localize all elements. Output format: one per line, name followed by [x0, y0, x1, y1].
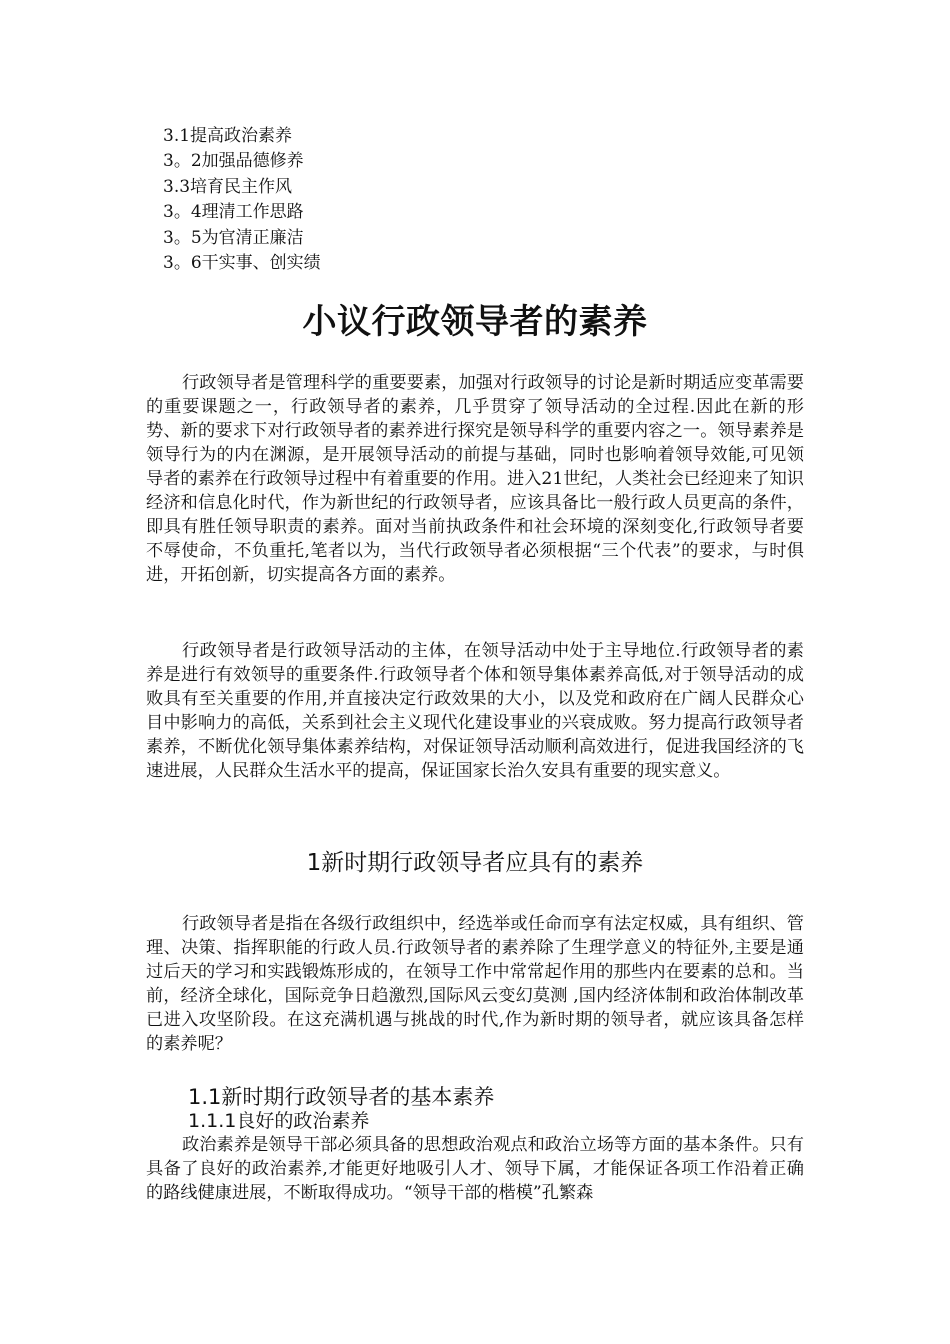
outline-item: 3.3培育民主作风 — [163, 176, 293, 197]
outline-item: 3。6干实事、创实绩 — [163, 253, 321, 274]
outline-list — [163, 124, 563, 276]
outline-item: 3。2加强品德修养 — [163, 151, 304, 172]
outline-item: 3.1提高政治素养 — [163, 126, 293, 146]
body-paragraph: 政治素养是领导干部必须具备的思想政治观点和政治立场等方面的基本条件。只有具备了良好的政治素养,才能更好地吸引人才、领导下属，才能保证各项工作沿着正确的路线健康进展，不断取得成功。“领导干部的楷模”孔繁森 — [146, 1135, 804, 1203]
document-title: 小议行政领导者的素养 — [302, 302, 648, 342]
outline-item: 3。4理清工作思路 — [163, 202, 304, 223]
subsection-heading: 1.1新时期行政领导者的基本素养 — [188, 1085, 495, 1109]
outline-item: 3。5为官清正廉洁 — [163, 227, 304, 248]
subsubsection-heading: 1.1.1良好的政治素养 — [188, 1110, 370, 1132]
body-paragraph: 行政领导者是管理科学的重要要素，加强对行政领导的讨论是新时期适应变革需要的重要课题之一，行政领导者的素养，几乎贯穿了领导活动的全过程.因此在新的形势、新的要求下对行政领导者的素养进行探究是领导科学的重要内容之一。领导素养是领导行为的内在渊源，是开展领导活动的前提与基础，同时也影响着领导效能,可见领导者的素养在行政领导过程中有着重要的作用。进入21世纪，人类社会已经迎来了知识经济和信息化时代，作为新世纪的行政领导者，应该具备比一般行政人员更高的条件，即具有胜任领导职责的素养。面对当前执政条件和社会环境的深刻变化,行政领导者要不辱使命，不负重托,笔者以为，当代行政领导者必须根据“三个代表”的要求，与时俱进，开拓创新，切实提高各方面的素养。 — [146, 373, 804, 585]
body-paragraph: 行政领导者是指在各级行政组织中，经选举或任命而享有法定权威，具有组织、管理、决策、指挥职能的行政人员.行政领导者的素养除了生理学意义的特征外,主要是通过后天的学习和实践锻炼形成的，在领导工作中常常起作用的那些内在要素的总和。当前，经济全球化，国际竞争日趋激烈,国际风云变幻莫测 ,国内经济体制和政治体制改革已进入攻坚阶段。在这充满机遇与挑战的时代,作为新时期的领导者，就应该具备怎样的素养呢？ — [146, 914, 804, 1054]
section-heading: 1新时期行政领导者应具有的素养 — [306, 850, 644, 876]
body-paragraph: 行政领导者是行政领导活动的主体，在领导活动中处于主导地位.行政领导者的素养是进行有效领导的重要条件.行政领导者个体和领导集体素养高低,对于领导活动的成败具有至关重要的作用,并直接决定行政效果的大小，以及党和政府在广阔人民群众心目中影响力的高低，关系到社会主义现代化建设事业的兴衰成败。努力提高行政领导者素养，不断优化领导集体素养结构，对保证领导活动顺利高效进行，促进我国经济的飞速进展，人民群众生活水平的提高，保证国家长治久安具有重要的现实意义。 — [146, 641, 804, 781]
